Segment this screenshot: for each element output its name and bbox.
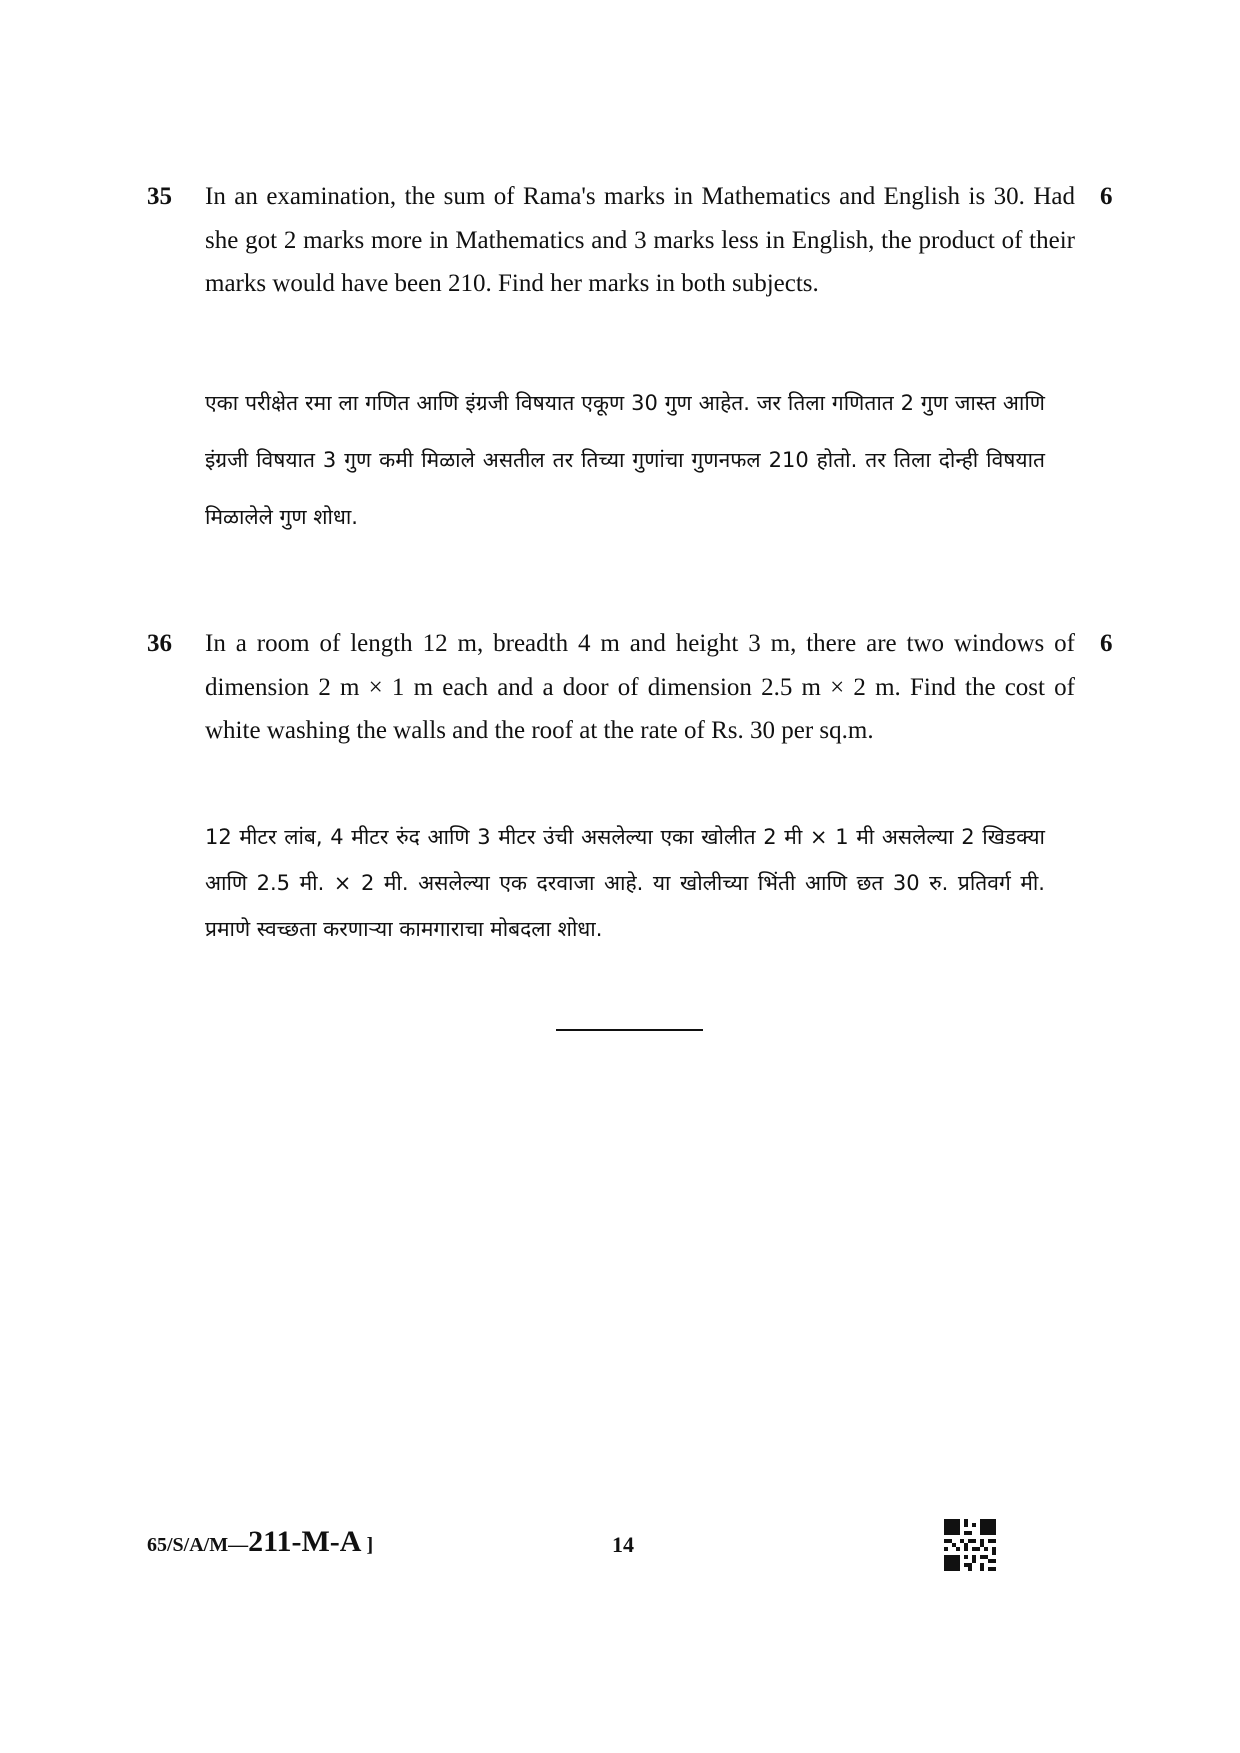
question-text-marathi: 12 मीटर लांब, 4 मीटर रुंद आणि 3 मीटर उंची असलेल्या एका खोलीत 2 मी × 1 मी असलेल्या 2 खिडक्या आणि 2.5 मी. × 2 मी. असलेल्या एक दरवाजा आहे. या खोलीच्या भिंती आणि छत 30 रु. प्रतिवर्ग मी. प्रमाणे स्वच्छता करणाऱ्या कामगाराचा मोबदला शोधा. <box>205 825 1045 941</box>
question-number: 35 <box>147 183 172 210</box>
question-marks: 6 <box>1100 630 1113 657</box>
end-of-paper-rule <box>556 1029 703 1031</box>
paper-code-main: 211-M-A <box>248 1525 362 1558</box>
page-number: 14 <box>612 1532 634 1557</box>
paper-code <box>147 1525 373 1562</box>
question-number: 36 <box>147 630 172 657</box>
paper-code-suffix: ] <box>361 1534 374 1556</box>
question-text-english: In a room of length 12 m, breadth 4 m and height 3 m, there are two windows of dimension 2 m × 1 m each and a door of dimension 2.5 m × 2 m. Find the cost of white washing the walls and the roof at the rate of Rs. 30 per sq.m. <box>205 630 1075 744</box>
qr-code-icon <box>944 1519 996 1571</box>
question-marks: 6 <box>1100 183 1113 210</box>
paper-code-prefix: 65/S/A/M— <box>147 1534 249 1556</box>
question-text-english: In an examination, the sum of Rama's marks in Mathematics and English is 30. Had she got 2 marks more in Mathematics and 3 marks less in English, the product of their marks would have been 210. Find her marks in both subjects. <box>205 183 1075 297</box>
question-text-marathi: एका परीक्षेत रमा ला गणित आणि इंग्रजी विषयात एकूण 30 गुण आहेत. जर तिला गणितात 2 गुण जास्त आणि इंग्रजी विषयात 3 गुण कमी मिळाले असतील तर तिच्या गुणांचा गुणनफल 210 होतो. तर तिला दोन्ही विषयात मिळालेले गुण शोधा. <box>205 391 1045 529</box>
